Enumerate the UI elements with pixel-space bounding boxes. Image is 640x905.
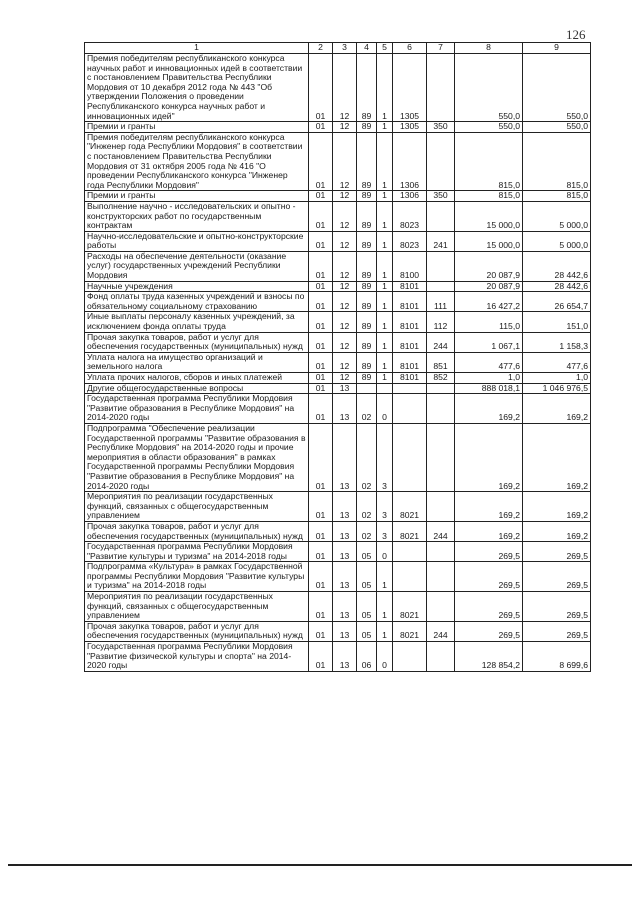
budget-table xyxy=(84,42,591,672)
amount-year-2: 5 000,0 xyxy=(523,201,591,231)
table-row xyxy=(85,251,591,281)
code-program: 89 xyxy=(357,373,377,384)
amount-year-1: 20 087,9 xyxy=(455,281,523,292)
code-subprogram: 1 xyxy=(377,292,393,312)
amount-year-1: 1,0 xyxy=(455,373,523,384)
code-subprogram: 1 xyxy=(377,352,393,372)
code-direction: 8101 xyxy=(393,281,427,292)
code-expense-type: 350 xyxy=(427,191,455,202)
code-subsection: 12 xyxy=(333,191,357,202)
amount-year-2: 169,2 xyxy=(523,394,591,424)
code-program: 05 xyxy=(357,562,377,592)
code-subsection: 13 xyxy=(333,642,357,672)
column-header: 7 xyxy=(427,43,455,54)
code-program: 89 xyxy=(357,231,377,251)
code-subsection: 12 xyxy=(333,251,357,281)
code-expense-type: 350 xyxy=(427,122,455,133)
code-section: 01 xyxy=(309,373,333,384)
code-direction xyxy=(393,542,427,562)
row-name: Государственная программа Республики Мордовия "Развитие физической культуры и спорта" на 2014-2020 годы xyxy=(85,642,309,672)
code-direction: 8023 xyxy=(393,231,427,251)
code-section: 01 xyxy=(309,592,333,622)
code-expense-type: 244 xyxy=(427,621,455,641)
table-row xyxy=(85,122,591,133)
code-subprogram: 1 xyxy=(377,592,393,622)
table-row xyxy=(85,191,591,202)
code-program: 05 xyxy=(357,621,377,641)
table-row xyxy=(85,542,591,562)
code-subprogram xyxy=(377,383,393,394)
row-name: Мероприятия по реализации государственных функций, связанных с общегосударственным управлением xyxy=(85,592,309,622)
page-footer-rule xyxy=(8,864,632,866)
column-header: 4 xyxy=(357,43,377,54)
amount-year-2: 550,0 xyxy=(523,122,591,133)
code-expense-type: 112 xyxy=(427,312,455,332)
code-program: 89 xyxy=(357,201,377,231)
table-row xyxy=(85,332,591,352)
table-row xyxy=(85,312,591,332)
code-subsection: 13 xyxy=(333,562,357,592)
amount-year-2: 169,2 xyxy=(523,423,591,491)
code-direction xyxy=(393,423,427,491)
code-subsection: 13 xyxy=(333,542,357,562)
code-section: 01 xyxy=(309,394,333,424)
code-subprogram: 1 xyxy=(377,251,393,281)
amount-year-1: 169,2 xyxy=(455,492,523,522)
code-subsection: 12 xyxy=(333,352,357,372)
code-section: 01 xyxy=(309,542,333,562)
code-direction: 8021 xyxy=(393,492,427,522)
code-program: 89 xyxy=(357,292,377,312)
table-row xyxy=(85,492,591,522)
amount-year-2: 1 158,3 xyxy=(523,332,591,352)
amount-year-1: 128 854,2 xyxy=(455,642,523,672)
row-name: Расходы на обеспечение деятельности (оказание услуг) государственных учреждений Республики Мордовия xyxy=(85,251,309,281)
code-direction: 8101 xyxy=(393,352,427,372)
table-row xyxy=(85,642,591,672)
table-row xyxy=(85,132,591,191)
code-section: 01 xyxy=(309,122,333,133)
code-direction xyxy=(393,394,427,424)
row-name: Научные учреждения xyxy=(85,281,309,292)
code-direction: 8101 xyxy=(393,373,427,384)
code-expense-type xyxy=(427,394,455,424)
code-subprogram: 0 xyxy=(377,642,393,672)
code-direction: 8021 xyxy=(393,592,427,622)
table-body xyxy=(85,54,591,672)
code-program: 89 xyxy=(357,281,377,292)
code-program: 89 xyxy=(357,191,377,202)
code-program: 89 xyxy=(357,352,377,372)
amount-year-1: 169,2 xyxy=(455,394,523,424)
code-subprogram: 1 xyxy=(377,201,393,231)
table-row xyxy=(85,562,591,592)
code-direction: 1306 xyxy=(393,132,427,191)
code-section: 01 xyxy=(309,54,333,122)
amount-year-1: 269,5 xyxy=(455,621,523,641)
amount-year-1: 20 087,9 xyxy=(455,251,523,281)
row-name: Прочая закупка товаров, работ и услуг для обеспечения государственных (муниципальных) нужд xyxy=(85,621,309,641)
table-row xyxy=(85,54,591,122)
code-subsection: 13 xyxy=(333,521,357,541)
amount-year-2: 169,2 xyxy=(523,492,591,522)
code-direction: 8101 xyxy=(393,292,427,312)
amount-year-1: 115,0 xyxy=(455,312,523,332)
code-subprogram: 1 xyxy=(377,191,393,202)
code-subprogram: 1 xyxy=(377,231,393,251)
column-header: 5 xyxy=(377,43,393,54)
amount-year-1: 815,0 xyxy=(455,191,523,202)
amount-year-2: 169,2 xyxy=(523,521,591,541)
column-header: 1 xyxy=(85,43,309,54)
row-name: Уплата прочих налогов, сборов и иных платежей xyxy=(85,373,309,384)
code-subsection: 13 xyxy=(333,492,357,522)
code-direction: 8100 xyxy=(393,251,427,281)
amount-year-1: 169,2 xyxy=(455,423,523,491)
row-name: Государственная программа Республики Мордовия "Развитие культуры и туризма" на 2014-2018 годы xyxy=(85,542,309,562)
code-expense-type: 111 xyxy=(427,292,455,312)
code-direction: 8101 xyxy=(393,312,427,332)
column-header: 6 xyxy=(393,43,427,54)
code-expense-type xyxy=(427,492,455,522)
code-expense-type xyxy=(427,642,455,672)
code-section: 01 xyxy=(309,191,333,202)
page-number: 126 xyxy=(566,27,586,42)
amount-year-2: 26 654,7 xyxy=(523,292,591,312)
code-direction xyxy=(393,642,427,672)
code-subprogram: 3 xyxy=(377,492,393,522)
amount-year-1: 269,5 xyxy=(455,562,523,592)
code-subsection: 12 xyxy=(333,132,357,191)
code-program: 89 xyxy=(357,332,377,352)
code-expense-type xyxy=(427,562,455,592)
amount-year-2: 28 442,6 xyxy=(523,281,591,292)
code-subprogram: 3 xyxy=(377,423,393,491)
code-section: 01 xyxy=(309,201,333,231)
amount-year-2: 269,5 xyxy=(523,621,591,641)
amount-year-1: 550,0 xyxy=(455,122,523,133)
row-name: Прочая закупка товаров, работ и услуг для обеспечения государственных (муниципальных) нужд xyxy=(85,332,309,352)
amount-year-1: 169,2 xyxy=(455,521,523,541)
amount-year-1: 269,5 xyxy=(455,592,523,622)
code-direction xyxy=(393,383,427,394)
amount-year-1: 477,6 xyxy=(455,352,523,372)
code-expense-type: 244 xyxy=(427,332,455,352)
code-subsection: 12 xyxy=(333,54,357,122)
code-section: 01 xyxy=(309,292,333,312)
code-section: 01 xyxy=(309,383,333,394)
row-name: Выполнение научно - исследовательских и опытно - конструкторских работ по государственным контрактам xyxy=(85,201,309,231)
amount-year-2: 550,0 xyxy=(523,54,591,122)
table-row xyxy=(85,231,591,251)
amount-year-1: 1 067,1 xyxy=(455,332,523,352)
code-program xyxy=(357,383,377,394)
amount-year-1: 15 000,0 xyxy=(455,231,523,251)
code-expense-type xyxy=(427,132,455,191)
code-subprogram: 3 xyxy=(377,521,393,541)
amount-year-2: 1 046 976,5 xyxy=(523,383,591,394)
code-expense-type xyxy=(427,423,455,491)
amount-year-2: 477,6 xyxy=(523,352,591,372)
code-section: 01 xyxy=(309,132,333,191)
code-program: 89 xyxy=(357,54,377,122)
code-expense-type: 241 xyxy=(427,231,455,251)
code-program: 89 xyxy=(357,312,377,332)
row-name: Премия победителям республиканского конкурса "Инженер года Республики Мордовия" в соответствии с постановлением Правительства Республики Мордовия от 31 октября 2005 года № 416 "О проведении Республиканского конкурса "Инженер года Республики Мордовия" xyxy=(85,132,309,191)
code-expense-type xyxy=(427,281,455,292)
amount-year-2: 1,0 xyxy=(523,373,591,384)
amount-year-1: 815,0 xyxy=(455,132,523,191)
code-section: 01 xyxy=(309,492,333,522)
code-subsection: 12 xyxy=(333,281,357,292)
code-expense-type xyxy=(427,251,455,281)
code-section: 01 xyxy=(309,521,333,541)
code-program: 05 xyxy=(357,542,377,562)
code-subsection: 12 xyxy=(333,292,357,312)
table-row xyxy=(85,521,591,541)
code-section: 01 xyxy=(309,312,333,332)
column-header: 2 xyxy=(309,43,333,54)
code-expense-type xyxy=(427,201,455,231)
code-subprogram: 1 xyxy=(377,312,393,332)
table-row xyxy=(85,281,591,292)
amount-year-2: 269,5 xyxy=(523,562,591,592)
code-expense-type xyxy=(427,54,455,122)
table-row xyxy=(85,201,591,231)
code-section: 01 xyxy=(309,251,333,281)
code-subprogram: 1 xyxy=(377,122,393,133)
code-program: 89 xyxy=(357,132,377,191)
code-subsection: 13 xyxy=(333,423,357,491)
code-subprogram: 1 xyxy=(377,373,393,384)
code-subprogram: 1 xyxy=(377,281,393,292)
code-section: 01 xyxy=(309,352,333,372)
code-section: 01 xyxy=(309,562,333,592)
code-subprogram: 1 xyxy=(377,132,393,191)
code-subprogram: 1 xyxy=(377,562,393,592)
code-program: 06 xyxy=(357,642,377,672)
code-subprogram: 0 xyxy=(377,394,393,424)
code-direction: 8023 xyxy=(393,201,427,231)
row-name: Подпрограмма «Культура» в рамках Государственной программы Республики Мордовия "Развитие культуры и туризма" на 2014-2018 годы xyxy=(85,562,309,592)
code-direction: 8101 xyxy=(393,332,427,352)
column-header: 3 xyxy=(333,43,357,54)
code-program: 89 xyxy=(357,251,377,281)
row-name: Премии и гранты xyxy=(85,122,309,133)
code-subprogram: 1 xyxy=(377,54,393,122)
code-expense-type: 852 xyxy=(427,373,455,384)
code-subprogram: 1 xyxy=(377,621,393,641)
amount-year-2: 5 000,0 xyxy=(523,231,591,251)
table-row xyxy=(85,423,591,491)
code-section: 01 xyxy=(309,621,333,641)
code-section: 01 xyxy=(309,281,333,292)
code-direction: 8021 xyxy=(393,521,427,541)
amount-year-2: 8 699,6 xyxy=(523,642,591,672)
row-name: Мероприятия по реализации государственных функций, связанных с общегосударственным управлением xyxy=(85,492,309,522)
row-name: Премия победителям республиканского конкурса научных работ и инновационных идей в соответствии с постановлением Правительства Республики Мордовия от 10 декабря 2012 года № 443 "Об утверждении Положения о проведении Республиканского конкурса научных работ и инновационных идей" xyxy=(85,54,309,122)
code-program: 02 xyxy=(357,492,377,522)
table-row xyxy=(85,394,591,424)
code-program: 02 xyxy=(357,394,377,424)
code-section: 01 xyxy=(309,231,333,251)
amount-year-2: 815,0 xyxy=(523,132,591,191)
code-expense-type xyxy=(427,542,455,562)
code-subprogram: 1 xyxy=(377,332,393,352)
amount-year-1: 16 427,2 xyxy=(455,292,523,312)
code-subsection: 13 xyxy=(333,592,357,622)
amount-year-2: 151,0 xyxy=(523,312,591,332)
amount-year-2: 815,0 xyxy=(523,191,591,202)
code-section: 01 xyxy=(309,332,333,352)
code-direction: 1305 xyxy=(393,54,427,122)
code-direction: 8021 xyxy=(393,621,427,641)
amount-year-1: 550,0 xyxy=(455,54,523,122)
row-name: Научно-исследовательские и опытно-конструкторские работы xyxy=(85,231,309,251)
row-name: Прочая закупка товаров, работ и услуг для обеспечения государственных (муниципальных) нужд xyxy=(85,521,309,541)
code-subsection: 12 xyxy=(333,122,357,133)
code-subsection: 12 xyxy=(333,373,357,384)
code-subsection: 13 xyxy=(333,621,357,641)
amount-year-2: 269,5 xyxy=(523,542,591,562)
code-subprogram: 0 xyxy=(377,542,393,562)
code-expense-type xyxy=(427,592,455,622)
code-subsection: 13 xyxy=(333,394,357,424)
code-subsection: 13 xyxy=(333,383,357,394)
table-row xyxy=(85,621,591,641)
row-name: Фонд оплаты труда казенных учреждений и взносы по обязательному социальному страхованию xyxy=(85,292,309,312)
code-section: 01 xyxy=(309,642,333,672)
table-row xyxy=(85,292,591,312)
code-direction: 1306 xyxy=(393,191,427,202)
row-name: Государственная программа Республики Мордовия "Развитие образования в Республике Мордовия" на 2014-2020 годы xyxy=(85,394,309,424)
table-row xyxy=(85,352,591,372)
code-subsection: 12 xyxy=(333,312,357,332)
code-subsection: 12 xyxy=(333,201,357,231)
code-program: 89 xyxy=(357,122,377,133)
code-expense-type: 851 xyxy=(427,352,455,372)
amount-year-1: 269,5 xyxy=(455,542,523,562)
row-name: Подпрограмма "Обеспечение реализации Государственной программы "Развитие образования в Республике Мордовия" на 2014-2020 годы и прочие мероприятия в области образования" в рамках Государственной программы Республики Мордовия "Развитие образования в Республике Мордовия" на 2014-2020 годы xyxy=(85,423,309,491)
code-program: 02 xyxy=(357,423,377,491)
amount-year-2: 269,5 xyxy=(523,592,591,622)
code-expense-type: 244 xyxy=(427,521,455,541)
code-section: 01 xyxy=(309,423,333,491)
row-name: Уплата налога на имущество организаций и земельного налога xyxy=(85,352,309,372)
row-name: Премии и гранты xyxy=(85,191,309,202)
row-name: Иные выплаты персоналу казенных учреждений, за исключением фонда оплаты труда xyxy=(85,312,309,332)
table-row xyxy=(85,373,591,384)
amount-year-2: 28 442,6 xyxy=(523,251,591,281)
column-header: 8 xyxy=(455,43,523,54)
column-header: 9 xyxy=(523,43,591,54)
code-program: 02 xyxy=(357,521,377,541)
code-direction xyxy=(393,562,427,592)
table-row xyxy=(85,383,591,394)
amount-year-1: 15 000,0 xyxy=(455,201,523,231)
table-header-row xyxy=(85,43,591,54)
code-program: 05 xyxy=(357,592,377,622)
code-expense-type xyxy=(427,383,455,394)
table-row xyxy=(85,592,591,622)
amount-year-1: 888 018,1 xyxy=(455,383,523,394)
code-subsection: 12 xyxy=(333,332,357,352)
code-direction: 1305 xyxy=(393,122,427,133)
row-name: Другие общегосударственные вопросы xyxy=(85,383,309,394)
code-subsection: 12 xyxy=(333,231,357,251)
